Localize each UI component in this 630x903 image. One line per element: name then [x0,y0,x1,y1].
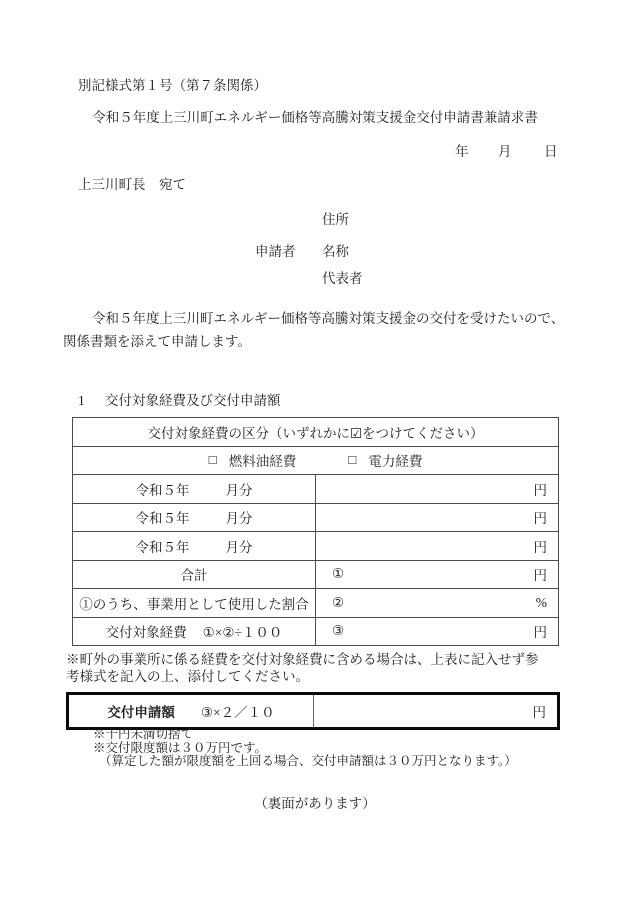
request-paragraph-line1: 令和５年度上三川町エネルギー価格等高騰対策支援金の交付を受けたいので、 [92,311,565,326]
subsidy-label: 交付対象経費 [105,625,187,641]
total-row [73,560,559,589]
percent-unit-label: % [535,594,548,610]
circle-3-mark: ③ [332,623,345,639]
back-page-note: （裏面があります） [254,796,376,811]
subsidy-label-cell [73,617,316,646]
month-label-cell [73,475,316,504]
category-header-cell: 交付対象経費の区分（いずれかに☑をつけてください） [73,418,559,447]
footnote-limit: ※交付限度額は３０万円です。 [93,740,268,755]
section-number: 1 [78,393,85,408]
yen-unit-label: 円 [533,482,548,498]
table-note-line1: ※町外の事業所に係る経費を交付対象経費に含める場合は、上表に記入せず参 [66,652,539,667]
era-label: 令和５年 [135,482,190,498]
subsidy-amount-cell[interactable] [316,617,559,646]
subsidy-formula: ①×②÷１００ [202,625,283,641]
electricity-option-label: 電力経費 [368,454,423,470]
yen-unit-label: 円 [533,568,548,584]
footnotes-block [93,728,517,769]
month-suffix-label: 月分 [225,511,253,527]
circle-1-mark: ① [332,566,345,582]
total-amount-cell[interactable] [316,560,559,589]
ratio-label-cell: ①のうち、事業用として使用した割合 [73,589,316,618]
business-ratio-row [73,589,559,618]
era-label: 令和５年 [135,539,190,555]
addressee-line: 上三川町長 宛て [78,177,186,192]
yen-unit-label: 円 [532,705,546,720]
request-amount-value-cell[interactable] [314,695,557,727]
expense-table [72,417,559,646]
footnote-rounding: ※千円未満切捨て [93,727,194,741]
request-amount-label-cell [69,695,314,727]
applicant-representative-label: 代表者 [322,271,363,286]
form-number: 別記様式第１号（第７条関係） [78,78,267,93]
footnote-limit-detail: （算定した額が限度額を上回る場合、交付申請額は３０万円となります。） [99,754,517,768]
fuel-option-label: 燃料油経費 [228,454,297,470]
fuel-checkbox-icon[interactable]: □ [208,452,217,468]
month-amount-cell[interactable] [316,532,559,561]
yen-unit-label: 円 [533,539,548,555]
date-year-label: 年 [455,144,469,159]
section-title: 交付対象経費及び交付申請額 [105,393,281,408]
month-suffix-label: 月分 [225,539,253,555]
ratio-value-cell[interactable] [316,589,559,618]
electricity-checkbox-icon[interactable]: □ [348,452,357,468]
era-label: 令和５年 [135,511,190,527]
yen-unit-label: 円 [533,511,548,527]
request-amount-label: 交付申請額 [107,705,175,720]
month-row [73,475,559,504]
fuel-expense-option[interactable] [209,450,297,470]
request-paragraph-line2: 関係書類を添えて申請します。 [63,334,251,349]
circle-2-mark: ② [332,594,345,610]
table-note-line2: 考様式を記入の上、添付してください。 [66,668,309,684]
month-label-cell [73,503,316,532]
category-options-cell [73,446,559,475]
request-amount-formula: ③×２／１０ [200,705,275,720]
subsidy-target-row [73,617,559,646]
month-label-cell [73,532,316,561]
electricity-expense-option[interactable] [348,450,422,470]
request-amount-box [66,692,560,730]
date-month-label: 月 [498,144,512,159]
month-suffix-label: 月分 [225,482,253,498]
applicant-name-label: 名称 [322,244,349,259]
month-row [73,532,559,561]
applicant-address-label: 住所 [322,212,349,227]
month-amount-cell[interactable] [316,503,559,532]
date-day-label: 日 [544,144,558,159]
total-label-cell: 合計 [73,560,316,589]
document-title: 令和５年度上三川町エネルギー価格等高騰対策支援金交付申請書兼請求書 [92,110,538,125]
month-amount-cell[interactable] [316,475,559,504]
table-note [66,652,539,685]
yen-unit-label: 円 [533,625,548,641]
applicant-label: 申請者 [255,244,296,259]
month-row [73,503,559,532]
